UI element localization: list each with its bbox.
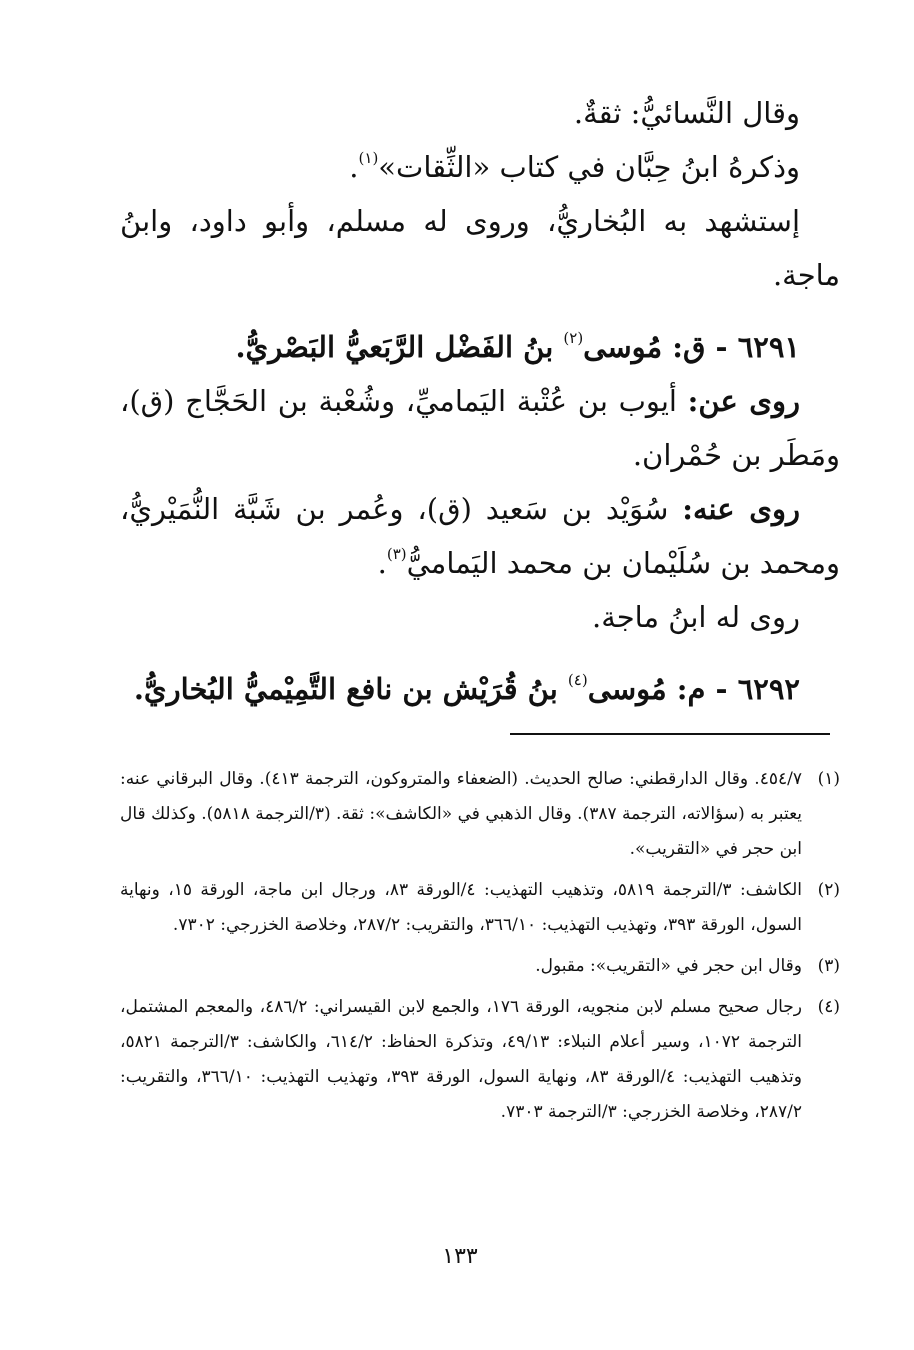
narrated-by-text: سُوَيْد بن سَعيد (ق)، وعُمر بن شَبَّة النُّمَيْريُّ، <box>120 492 669 526</box>
footnote-text: رجال صحيح مسلم لابن منجويه، الورقة ١٧٦، والجمع لابن القيسراني: ٤٨٦/٢، والمعجم المشتمل، الترجمة ١٠٧٢، وسير أعلام النبلاء: ٤٩/١٣، وتذكرة الحفاظ: ٦١٤/٢، والكاشف: ٣/الترجمة ٥٨٢١، وتذهيب التهذيب: ٤/الورقة ٨٣، ونهاية السول، الورقة ٣٩٣، وتهذيب التهذيب: ٣٦٦/١٠، والتقريب: ٢٨٧/٢، وخلاصة الخزرجي: ٣/الترجمة ٧٣٠٣. <box>120 997 802 1122</box>
punctuation: . <box>377 546 387 580</box>
bukhari-statement: إستشهد به البُخاريُّ، وروى له مسلم، وأبو داود، وابنُ <box>120 204 800 238</box>
footnote-number: (١) <box>817 769 840 789</box>
footnote-ref: (٣) <box>386 545 407 563</box>
text-line <box>120 536 840 590</box>
text-line <box>120 590 840 644</box>
text-line <box>120 482 840 536</box>
entry-tail: بنُ الفَضْل الرَّبَعيُّ البَصْريُّ. <box>235 330 554 364</box>
narrated-by-label: روى عنه: <box>682 492 800 526</box>
narrated-by-cont: ومحمد بن سُلَيْمان بن محمد اليَماميُّ <box>406 546 840 580</box>
footnote-2 <box>120 873 840 943</box>
entry-6292-heading <box>120 662 840 716</box>
footnote-3 <box>120 949 840 984</box>
nasai-statement: وقال النَّسائيُّ: ثقةٌ. <box>573 96 800 130</box>
footnote-divider <box>510 733 830 735</box>
ibn-hibban-statement: وذكرهُ ابنُ حِبَّان في كتاب «الثِّقات» <box>378 150 800 184</box>
text-line <box>120 248 840 302</box>
punctuation: . <box>349 150 359 184</box>
narrated-from-cont: ومَطَر بن حُمْران. <box>632 438 840 472</box>
entry-tail: بنُ قُرَيْش بن نافع التَّمِيْميُّ البُخاريُّ. <box>133 672 558 706</box>
footnote-4 <box>120 990 840 1130</box>
text-line <box>120 428 840 482</box>
footnote-ref: (١) <box>358 149 379 167</box>
entry-head: ٦٢٩١ - ق: مُوسى <box>583 330 800 364</box>
footnote-1 <box>120 762 840 867</box>
bukhari-statement-end: ماجة. <box>772 258 840 292</box>
footnote-number: (٤) <box>817 997 840 1017</box>
text-line <box>120 374 840 428</box>
entry-head: ٦٢٩٢ - م: مُوسى <box>587 672 800 706</box>
footnote-text: الكاشف: ٣/الترجمة ٥٨١٩، وتذهيب التهذيب: ٤/الورقة ٨٣، ورجال ابن ماجة، الورقة ١٥، ونهاية السول، الورقة ٣٩٣، وتهذيب التهذيب: ٣٦٦/١٠، والتقريب: ٢٨٧/٢، وخلاصة الخزرجي: ٧٣٠٢. <box>120 880 802 935</box>
entry-6291-heading <box>120 320 840 374</box>
page-number: ١٣٣ <box>442 1244 478 1269</box>
text-line <box>120 86 840 140</box>
footnote-number: (٣) <box>817 956 840 976</box>
narrated-from-text: أيوب بن عُتْبة اليَماميِّ، وشُعْبة بن الحَجَّاج (ق)، <box>120 384 677 418</box>
footnote-ref: (٢) <box>563 329 584 347</box>
main-text <box>120 86 840 716</box>
footnote-text: ٤٥٤/٧. وقال الدارقطني: صالح الحديث. (الضعفاء والمتروكون، الترجمة ٤١٣). وقال البرقاني عنه: يعتبر به (سؤالاته، الترجمة ٣٨٧). وقال الذهبي في «الكاشف»: ثقة. (٣/الترجمة ٥٨١٨). وكذلك قال ابن حجر في «التقريب». <box>120 769 803 859</box>
text-line <box>120 194 840 248</box>
footnote-number: (٢) <box>817 880 840 900</box>
text-line <box>120 140 840 194</box>
narrated-from-label: روى عن: <box>687 384 801 418</box>
footnote-ref: (٤) <box>567 671 588 689</box>
footnotes <box>120 762 840 1136</box>
ibn-majah-statement: روى له ابنُ ماجة. <box>591 600 800 634</box>
footnote-text: وقال ابن حجر في «التقريب»: مقبول. <box>535 956 802 976</box>
